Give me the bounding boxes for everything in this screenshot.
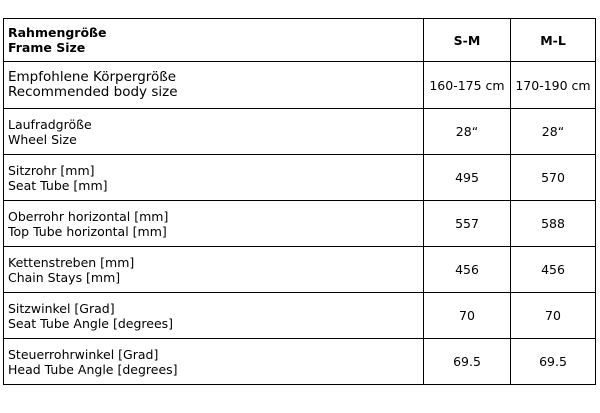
row-value-m-l: 69.5 bbox=[511, 339, 596, 385]
header-label-cell bbox=[4, 19, 424, 62]
header-size-m-l: M-L bbox=[511, 19, 596, 62]
row-label-de: Oberrohr horizontal [mm] bbox=[8, 208, 169, 224]
row-value-m-l: 70 bbox=[511, 293, 596, 339]
table-row bbox=[4, 201, 596, 247]
row-value-s-m: 70 bbox=[424, 293, 511, 339]
row-label-cell bbox=[4, 62, 424, 109]
table-row bbox=[4, 109, 596, 155]
table-row bbox=[4, 339, 596, 385]
row-label-de: Steuerrohrwinkel [Grad] bbox=[8, 346, 159, 362]
table-header-row bbox=[4, 19, 596, 62]
row-label-en: Seat Tube Angle [degrees] bbox=[8, 315, 174, 331]
row-label-en: Recommended body size bbox=[8, 84, 178, 100]
row-label-de: Kettenstreben [mm] bbox=[8, 254, 135, 270]
header-label-de: Rahmengröße bbox=[8, 25, 107, 40]
row-label-en: Chain Stays [mm] bbox=[8, 269, 121, 285]
row-label-cell bbox=[4, 247, 424, 293]
row-label-de: Empfohlene Körpergröße bbox=[8, 69, 177, 85]
row-value-m-l: 588 bbox=[511, 201, 596, 247]
table-row bbox=[4, 155, 596, 201]
row-value-s-m: 495 bbox=[424, 155, 511, 201]
table-row bbox=[4, 293, 596, 339]
row-label-cell bbox=[4, 201, 424, 247]
row-label-cell bbox=[4, 155, 424, 201]
row-value-m-l: 28“ bbox=[511, 109, 596, 155]
row-label-en: Head Tube Angle [degrees] bbox=[8, 361, 178, 377]
row-value-s-m: 28“ bbox=[424, 109, 511, 155]
row-value-s-m: 456 bbox=[424, 247, 511, 293]
row-value-m-l: 170-190 cm bbox=[511, 62, 596, 109]
row-label-cell bbox=[4, 109, 424, 155]
row-label-de: Sitzrohr [mm] bbox=[8, 162, 95, 178]
row-label-cell bbox=[4, 293, 424, 339]
frame-geometry-table bbox=[3, 18, 596, 385]
row-label-de: Sitzwinkel [Grad] bbox=[8, 300, 115, 316]
table-row bbox=[4, 62, 596, 109]
header-label-en: Frame Size bbox=[8, 40, 86, 55]
header-size-s-m: S-M bbox=[424, 19, 511, 62]
row-value-s-m: 160-175 cm bbox=[424, 62, 511, 109]
row-value-s-m: 69.5 bbox=[424, 339, 511, 385]
row-label-en: Top Tube horizontal [mm] bbox=[8, 223, 167, 239]
row-label-cell bbox=[4, 339, 424, 385]
row-label-de: Laufradgröße bbox=[8, 116, 92, 132]
table-row bbox=[4, 247, 596, 293]
row-value-s-m: 557 bbox=[424, 201, 511, 247]
row-value-m-l: 456 bbox=[511, 247, 596, 293]
row-value-m-l: 570 bbox=[511, 155, 596, 201]
row-label-en: Seat Tube [mm] bbox=[8, 177, 108, 193]
row-label-en: Wheel Size bbox=[8, 131, 77, 147]
